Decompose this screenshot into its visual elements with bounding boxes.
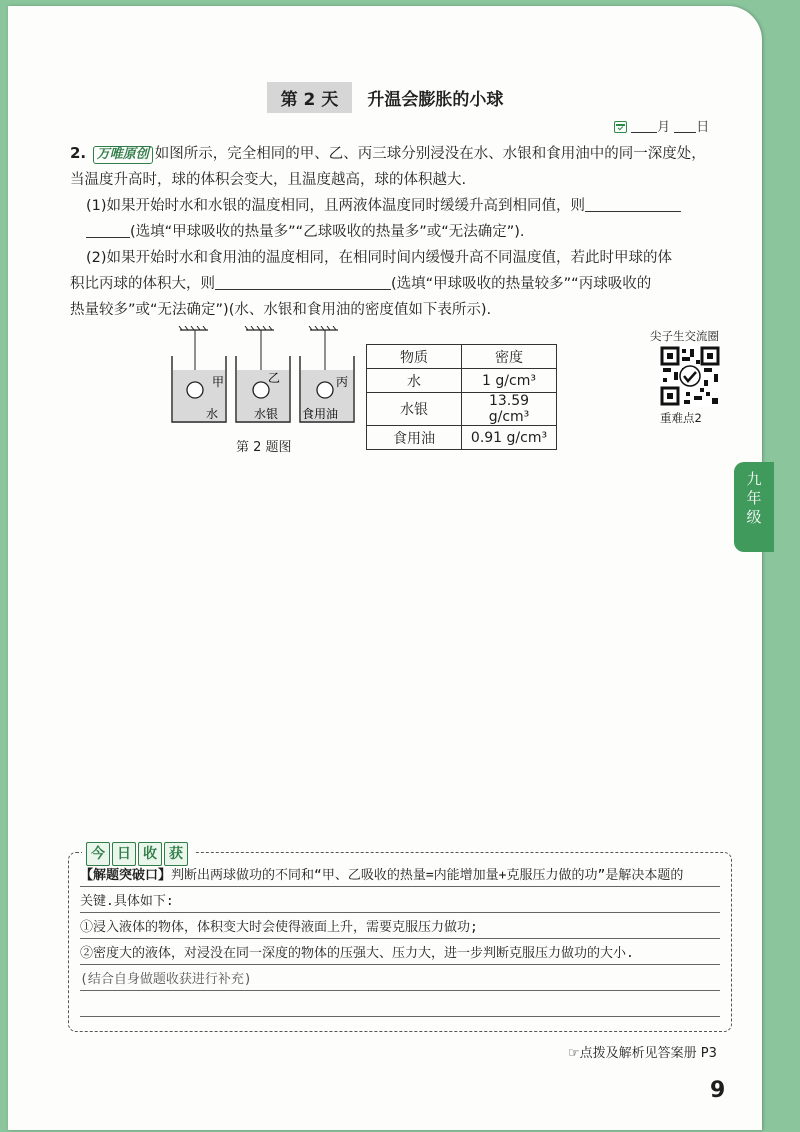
part2-text-b: 积比丙球的体积大，则 (70, 276, 215, 292)
harvest-title (82, 842, 194, 866)
density-table (366, 344, 557, 450)
date-field (614, 116, 709, 135)
part1-text-a: (1)如果开始时水和水银的温度相同，且两液体温度同时缓缓升高到相同值，则 (86, 198, 586, 214)
harvest-char: 收 (138, 842, 162, 866)
figure-caption: 第 2 题图 (236, 440, 292, 455)
liquid-label-oil: 食用油 (302, 407, 339, 421)
header-density: 密度 (462, 345, 557, 369)
table-row (367, 369, 557, 393)
cell-density: 1 g/cm³ (462, 369, 557, 393)
answer-reference: ☞点拨及解析见答案册 P3 (568, 1046, 717, 1061)
table-row (367, 426, 557, 450)
harvest-line-2: 关键.具体如下: (80, 892, 720, 913)
topic-title: 升温会膨胀的小球 (367, 90, 504, 110)
liquid-label-mercury: 水银 (254, 407, 279, 421)
calendar-icon (614, 121, 627, 133)
answer-blank-2[interactable] (215, 289, 391, 290)
table-row (367, 393, 557, 426)
harvest-line-1 (80, 866, 720, 887)
qr-code-icon[interactable] (660, 346, 720, 406)
question-2 (70, 140, 730, 323)
ball-label-jia: 甲 (212, 375, 225, 389)
harvest-char: 日 (112, 842, 136, 866)
header-substance: 物质 (367, 345, 462, 369)
day-label: 日 (696, 120, 710, 135)
cell-density: 13.59 g/cm³ (462, 393, 557, 426)
page-title (8, 82, 762, 113)
day-blank[interactable] (674, 132, 696, 133)
harvest-char: 今 (86, 842, 110, 866)
page (8, 6, 762, 1130)
beaker-mercury (236, 326, 290, 422)
harvest-text-1: 判断出两球做功的不同和“甲、乙吸收的热量=内能增加量+克服压力做的功”是解决本题的 (171, 868, 684, 883)
question-number: 2. (70, 144, 87, 162)
harvest-line-6[interactable] (80, 996, 720, 1017)
harvest-char: 获 (164, 842, 188, 866)
answer-blank-1[interactable] (585, 211, 681, 212)
stem-line-2: 当温度升高时，球的体积会变大，且温度越高，球的体积越大. (70, 172, 467, 188)
month-blank[interactable] (631, 132, 657, 133)
cell-substance: 水银 (367, 393, 462, 426)
day-badge: 第 2 天 (267, 82, 353, 113)
part1-text-b: (选填“甲球吸收的热量多”“乙球吸收的热量多”或“无法确定”). (130, 224, 525, 240)
answer-blank-1-cont[interactable] (86, 237, 130, 238)
qr-label: 尖子生交流圈 (650, 329, 719, 343)
beaker-figure (168, 326, 358, 436)
ball-label-yi: 乙 (268, 371, 281, 385)
part2-text-a: (2)如果开始时水和食用油的温度相同，在相同时间内缓慢升高不同温度值，若此时甲球的体 (86, 250, 673, 266)
month-label: 月 (657, 120, 671, 135)
grade-tab-char: 级 (746, 508, 762, 526)
part2-text-d: 热量较多”或“无法确定”)(水、水银和食用油的密度值如下表所示). (70, 302, 492, 318)
liquid-label-water: 水 (206, 407, 219, 421)
part2-text-c: (选填“甲球吸收的热量较多”“丙球吸收的 (391, 276, 652, 292)
beaker-water (172, 326, 226, 422)
cell-substance: 水 (367, 369, 462, 393)
grade-tab-char: 九 (746, 470, 762, 488)
grade-tab[interactable] (734, 462, 774, 552)
harvest-line-4: ②密度大的液体，对浸没在同一深度的物体的压强大、压力大，进一步判断克服压力做功的大小. (80, 944, 720, 965)
qr-sublabel: 重难点2 (660, 411, 702, 425)
brand-logo: 万唯原创 (93, 146, 153, 164)
grade-tab-char: 年 (746, 489, 762, 507)
harvest-line-3: ①浸入液体的物体，体积变大时会使得液面上升，需要克服压力做功; (80, 918, 720, 939)
table-header-row (367, 345, 557, 369)
ball-label-bing: 丙 (336, 375, 349, 389)
key-label: 【解题突破口】 (80, 868, 172, 883)
cell-density: 0.91 g/cm³ (462, 426, 557, 450)
cell-substance: 食用油 (367, 426, 462, 450)
stem-line-1: 如图所示，完全相同的甲、乙、丙三球分别浸没在水、水银和食用油中的同一深度处， (154, 146, 706, 162)
beaker-oil (300, 326, 354, 422)
harvest-line-5[interactable]: (结合自身做题收获进行补充) (80, 970, 720, 991)
page-number: 9 (710, 1078, 726, 1103)
